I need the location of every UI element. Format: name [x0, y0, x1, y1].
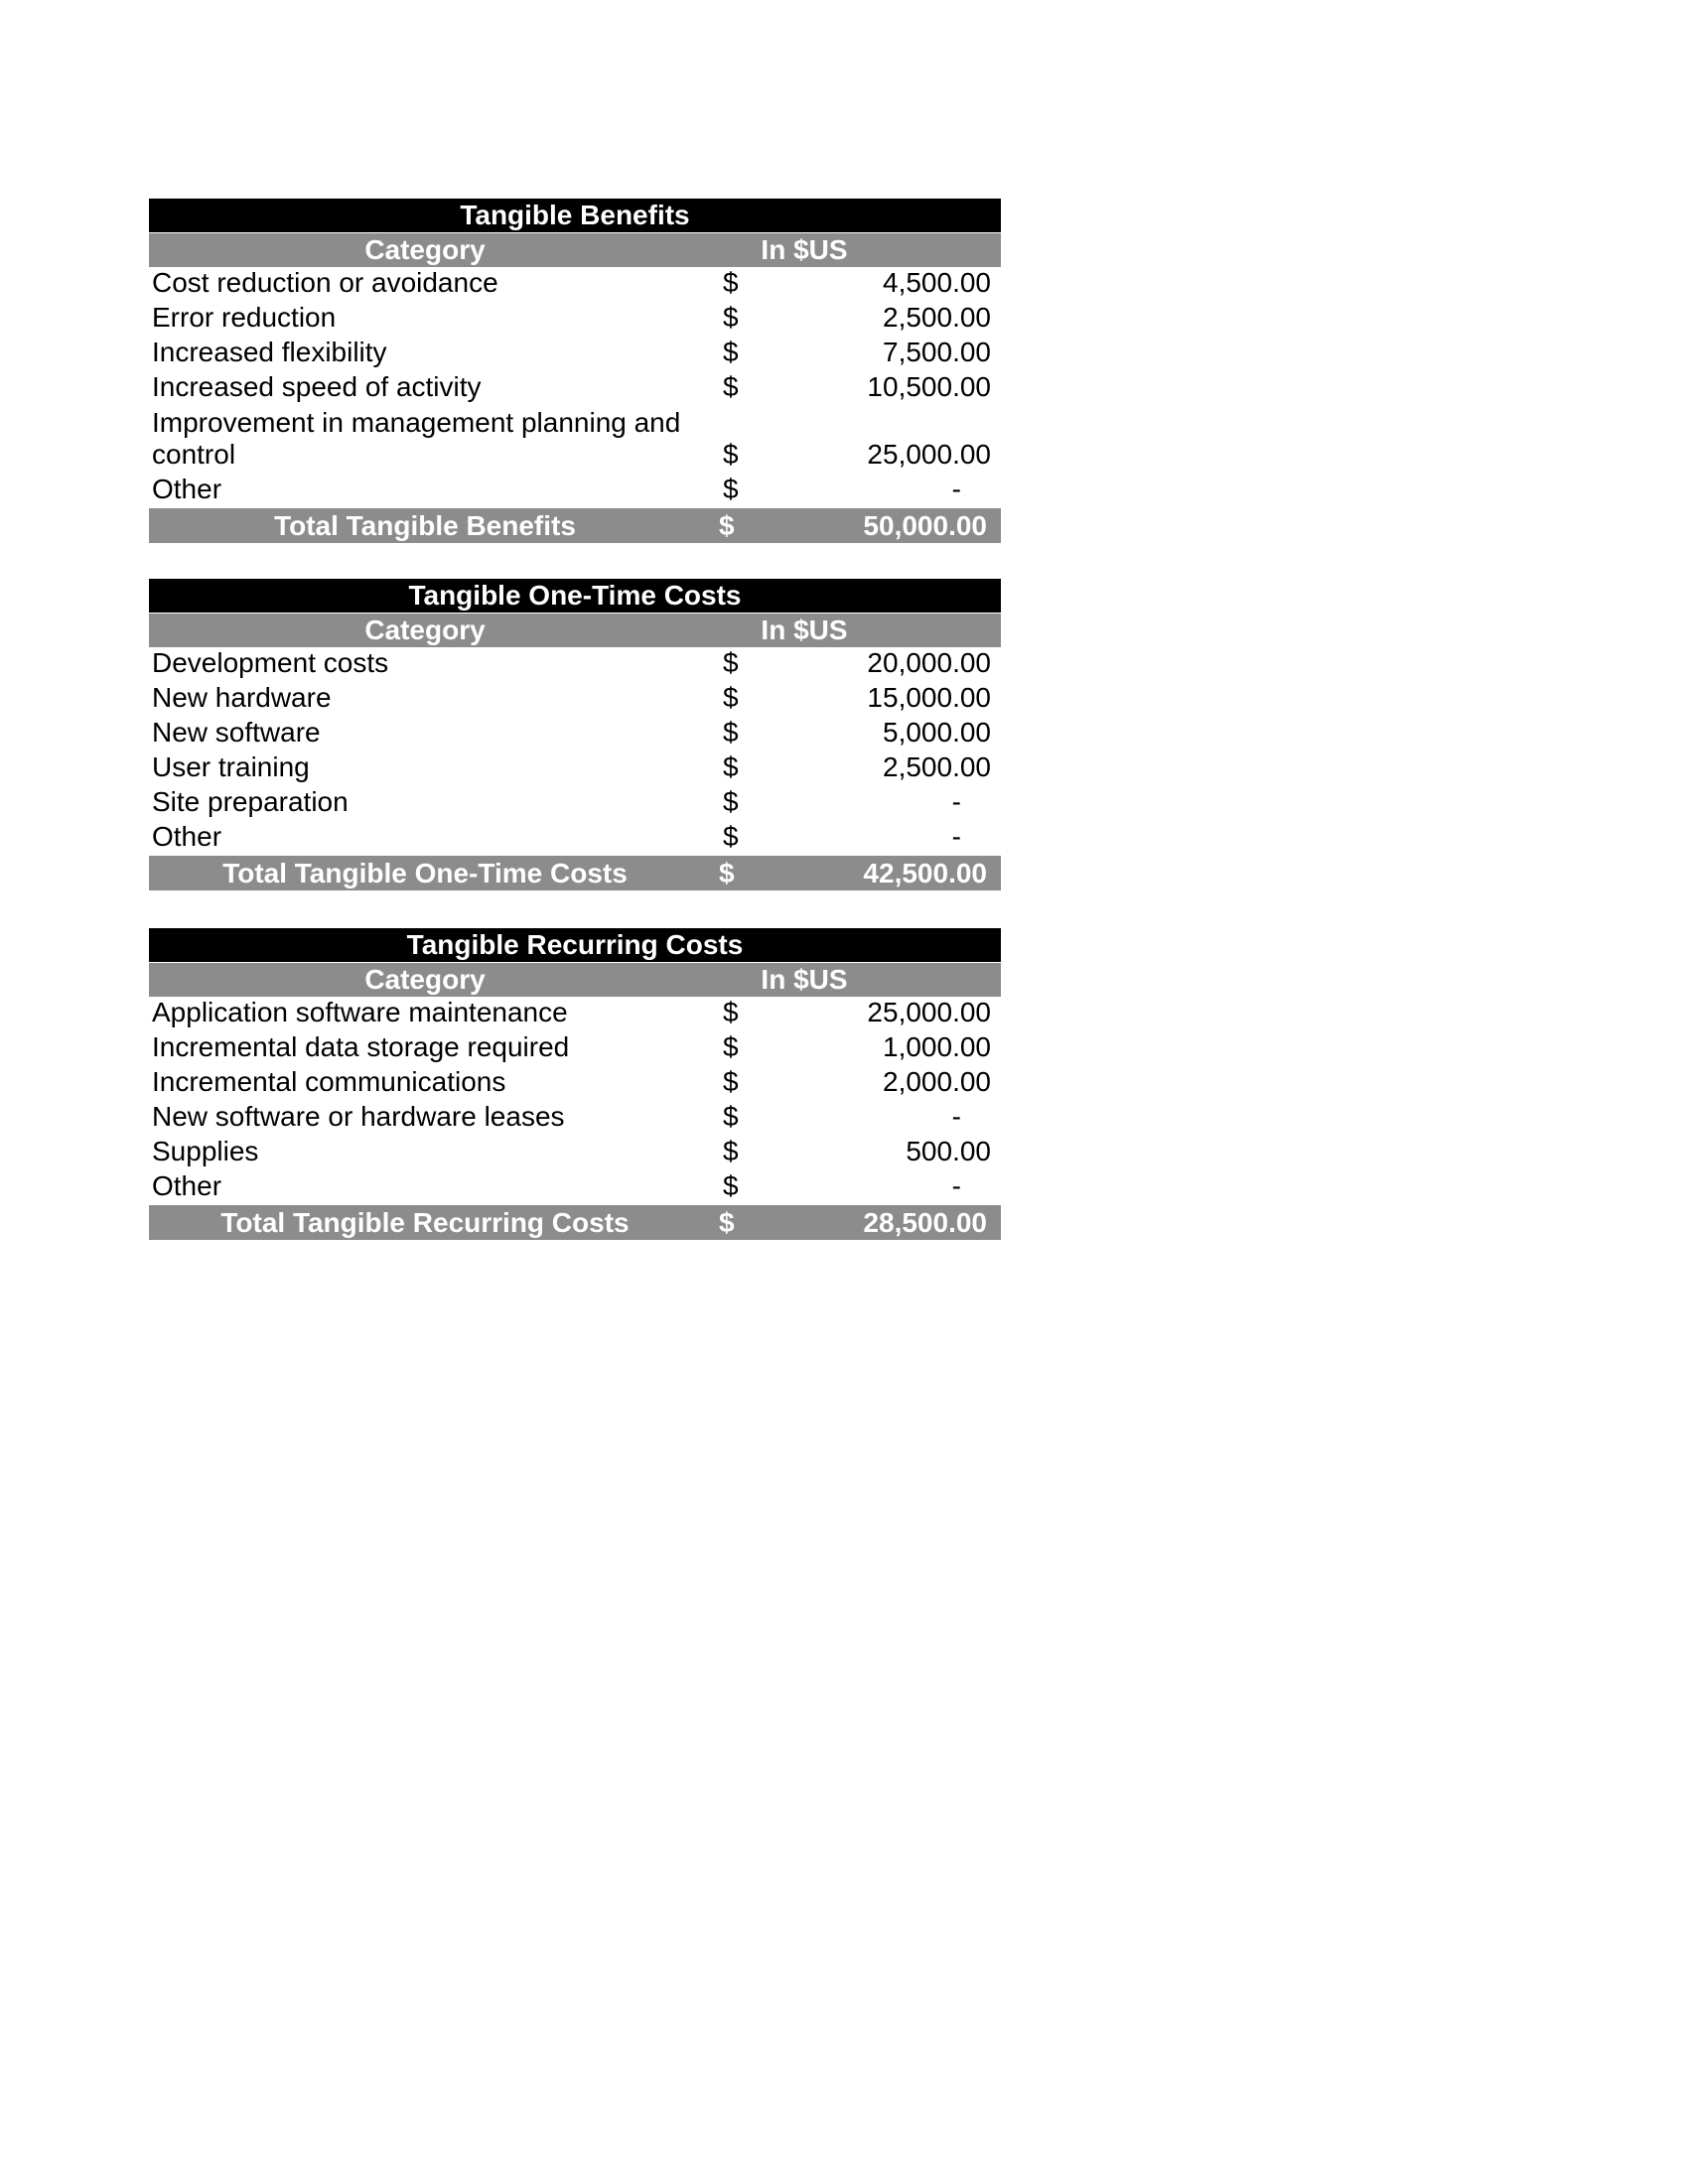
column-header-category: Category	[364, 964, 486, 995]
row-label: Application software maintenance	[152, 997, 568, 1027]
currency-symbol: $	[723, 1066, 739, 1097]
currency-symbol: $	[723, 997, 739, 1027]
column-header-amount: In $US	[761, 964, 848, 995]
table-row	[149, 474, 1001, 508]
table-row	[149, 997, 1001, 1031]
row-amount: -	[951, 786, 961, 817]
currency-symbol: $	[719, 1207, 735, 1238]
total-label: Total Tangible One-Time Costs	[222, 858, 628, 888]
row-label: Increased speed of activity	[152, 371, 482, 402]
table-row	[149, 406, 1001, 474]
currency-symbol: $	[723, 267, 739, 298]
row-label: New software	[152, 717, 321, 748]
table-row	[149, 717, 1001, 751]
table-row	[149, 1170, 1001, 1205]
column-header-row	[149, 233, 1001, 267]
row-label: Other	[152, 821, 222, 852]
row-amount: 7,500.00	[883, 337, 991, 367]
column-header-amount: In $US	[761, 614, 848, 645]
row-label: Site preparation	[152, 786, 349, 817]
table-row	[149, 1066, 1001, 1101]
row-label: Development costs	[152, 647, 389, 678]
row-label: Incremental communications	[152, 1066, 506, 1097]
table-row	[149, 1136, 1001, 1170]
currency-symbol: $	[723, 337, 739, 367]
row-label: Increased flexibility	[152, 337, 387, 367]
table-row	[149, 821, 1001, 856]
row-amount: 15,000.00	[867, 682, 991, 713]
currency-symbol: $	[719, 858, 735, 888]
table-row	[149, 1101, 1001, 1136]
row-amount: 500.00	[906, 1136, 991, 1166]
total-row	[149, 508, 1001, 543]
table-row	[149, 682, 1001, 717]
currency-symbol: $	[723, 1101, 739, 1132]
total-row	[149, 856, 1001, 890]
column-header-category: Category	[364, 234, 486, 265]
total-amount: 28,500.00	[863, 1207, 987, 1238]
table-row	[149, 337, 1001, 371]
row-amount: 2,500.00	[883, 302, 991, 333]
table-title: Tangible One-Time Costs	[149, 579, 1001, 613]
tangible-benefits-table	[149, 199, 1001, 543]
row-label: Supplies	[152, 1136, 259, 1166]
row-label: Other	[152, 1170, 222, 1201]
row-amount: 25,000.00	[867, 997, 991, 1027]
currency-symbol: $	[723, 682, 739, 713]
column-header-amount: In $US	[761, 234, 848, 265]
column-header-row	[149, 614, 1001, 647]
row-amount: 25,000.00	[867, 439, 991, 470]
row-label: New software or hardware leases	[152, 1101, 565, 1132]
row-amount: 2,000.00	[883, 1066, 991, 1097]
row-amount: 1,000.00	[883, 1031, 991, 1062]
table-row	[149, 302, 1001, 337]
row-amount: 2,500.00	[883, 751, 991, 782]
row-label: Error reduction	[152, 302, 337, 333]
row-amount: 10,500.00	[867, 371, 991, 402]
row-amount: 4,500.00	[883, 267, 991, 298]
tangible-one-time-costs-table	[149, 579, 1001, 890]
row-amount: -	[951, 821, 961, 852]
currency-symbol: $	[723, 371, 739, 402]
total-amount: 42,500.00	[863, 858, 987, 888]
total-label: Total Tangible Recurring Costs	[220, 1207, 630, 1238]
table-title: Tangible Recurring Costs	[149, 928, 1001, 962]
row-amount: -	[951, 1170, 961, 1201]
currency-symbol: $	[723, 439, 739, 470]
currency-symbol: $	[723, 647, 739, 678]
currency-symbol: $	[719, 510, 735, 541]
table-row	[149, 786, 1001, 821]
row-label: Other	[152, 474, 222, 504]
currency-symbol: $	[723, 821, 739, 852]
total-row	[149, 1205, 1001, 1240]
column-header-row	[149, 963, 1001, 997]
currency-symbol: $	[723, 302, 739, 333]
currency-symbol: $	[723, 1136, 739, 1166]
currency-symbol: $	[723, 751, 739, 782]
table-row	[149, 267, 1001, 302]
table-row	[149, 751, 1001, 786]
column-header-category: Category	[364, 614, 486, 645]
table-row	[149, 647, 1001, 682]
currency-symbol: $	[723, 474, 739, 504]
currency-symbol: $	[723, 1170, 739, 1201]
row-amount: -	[951, 474, 961, 504]
table-row	[149, 371, 1001, 406]
currency-symbol: $	[723, 786, 739, 817]
row-label: Incremental data storage required	[152, 1031, 570, 1062]
table-title: Tangible Benefits	[149, 199, 1001, 232]
row-amount: 20,000.00	[867, 647, 991, 678]
tangible-recurring-costs-table	[149, 928, 1001, 1240]
table-row	[149, 1031, 1001, 1066]
currency-symbol: $	[723, 1031, 739, 1062]
row-amount: -	[951, 1101, 961, 1132]
row-amount: 5,000.00	[883, 717, 991, 748]
row-label: New hardware	[152, 682, 332, 713]
row-label: Improvement in management planning and control	[152, 407, 681, 470]
row-label: Cost reduction or avoidance	[152, 267, 498, 298]
total-label: Total Tangible Benefits	[274, 510, 576, 541]
total-amount: 50,000.00	[863, 510, 987, 541]
currency-symbol: $	[723, 717, 739, 748]
row-label: User training	[152, 751, 310, 782]
